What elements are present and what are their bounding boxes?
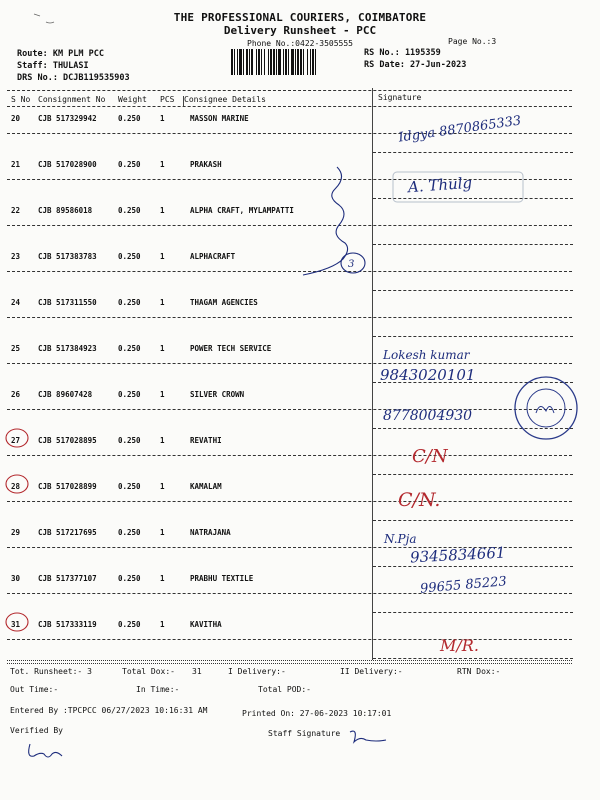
row-weight: 0.250 bbox=[118, 114, 141, 123]
total-dox-value: 31 bbox=[192, 667, 202, 676]
handwritten-signature-21: A. Thulg bbox=[407, 173, 473, 197]
row-weight: 0.250 bbox=[118, 160, 141, 169]
row-consignment-no: CJB 517329942 bbox=[38, 114, 97, 123]
row-consignment-no: CJB 517377107 bbox=[38, 574, 97, 583]
staff: Staff: THULASI bbox=[17, 61, 89, 71]
col-pcs: PCS bbox=[160, 95, 175, 104]
row-weight: 0.250 bbox=[118, 344, 141, 353]
row-consignment-no: CJB 517028895 bbox=[38, 436, 97, 445]
row-pcs: 1 bbox=[160, 482, 165, 491]
handwritten-cn-28: C/N. bbox=[398, 489, 441, 511]
row-pcs: 1 bbox=[160, 206, 165, 215]
row-consignee: PRAKASH bbox=[190, 160, 222, 169]
row-weight: 0.250 bbox=[118, 390, 141, 399]
row-pcs: 1 bbox=[160, 344, 165, 353]
rtn-dox: RTN Dox:- bbox=[457, 667, 501, 676]
row-pcs: 1 bbox=[160, 436, 165, 445]
row-weight: 0.250 bbox=[118, 574, 141, 583]
row-sno: 30 bbox=[11, 574, 21, 583]
handwritten-signature-20: Idgya 8870865333 bbox=[397, 113, 523, 146]
rs-number: RS No.: 1195359 bbox=[364, 48, 441, 58]
row-sno: 28 bbox=[11, 482, 21, 491]
second-delivery: II Delivery:- bbox=[340, 667, 403, 676]
row-consignment-no: CJB 517217695 bbox=[38, 528, 97, 537]
drs-number: DRS No.: DCJB119535903 bbox=[17, 73, 130, 83]
row-weight: 0.250 bbox=[118, 436, 141, 445]
company-title: THE PROFESSIONAL COURIERS, COIMBATORE bbox=[173, 11, 427, 24]
document-subtitle: Delivery Runsheet - PCC bbox=[223, 24, 377, 37]
row-consignment-no: CJB 517028900 bbox=[38, 160, 97, 169]
col-sno: S No bbox=[11, 95, 31, 104]
total-pod: Total POD:- bbox=[258, 685, 311, 694]
out-time: Out Time:- bbox=[10, 685, 59, 694]
row-consignment-no: CJB 517383783 bbox=[38, 252, 97, 261]
handwritten-mr-31: M/R. bbox=[440, 636, 479, 655]
col-consignee: Consignee Details bbox=[184, 95, 266, 104]
handwritten-phone-25: 9843020101 bbox=[380, 366, 476, 384]
row-consignee: ALPHACRAFT bbox=[190, 252, 236, 261]
row-pcs: 1 bbox=[160, 528, 165, 537]
entered-by: Entered By :TPCPCC 06/27/2023 10:16:31 AM bbox=[10, 706, 208, 715]
row-consignee: ALPHA CRAFT, MYLAMPATTI bbox=[190, 206, 294, 215]
row-weight: 0.250 bbox=[118, 620, 141, 629]
row-weight: 0.250 bbox=[118, 528, 141, 537]
printed-on: Printed On: 27-06-2023 10:17:01 bbox=[242, 709, 392, 718]
total-dox-label: Total Dox:- bbox=[122, 667, 175, 676]
row-sno: 21 bbox=[11, 160, 21, 169]
row-sno: 26 bbox=[11, 390, 21, 399]
total-runsheet: Tot. Runsheet:- 3 bbox=[10, 667, 92, 676]
row-pcs: 1 bbox=[160, 114, 165, 123]
row-consignee: SILVER CROWN bbox=[190, 390, 245, 399]
row-sno: 23 bbox=[11, 252, 21, 261]
phone-number: Phone No.:0422-3505555 bbox=[247, 39, 353, 48]
in-time: In Time:- bbox=[136, 685, 180, 694]
row-consignee: NATRAJANA bbox=[190, 528, 231, 537]
row-consignment-no: CJB 89586018 bbox=[38, 206, 93, 215]
handwritten-name-25: Lokesh kumar bbox=[383, 348, 470, 362]
row-sno: 31 bbox=[11, 620, 21, 629]
row-weight: 0.250 bbox=[118, 252, 141, 261]
row-consignee: MASSON MARINE bbox=[190, 114, 249, 123]
row-consignment-no: CJB 89607428 bbox=[38, 390, 93, 399]
row-weight: 0.250 bbox=[118, 482, 141, 491]
row-weight: 0.250 bbox=[118, 206, 141, 215]
row-pcs: 1 bbox=[160, 574, 165, 583]
row-consignee: PRABHU TEXTILE bbox=[190, 574, 254, 583]
row-consignment-no: CJB 517384923 bbox=[38, 344, 97, 353]
first-delivery: I Delivery:- bbox=[228, 667, 286, 676]
rs-date: RS Date: 27-Jun-2023 bbox=[364, 60, 467, 70]
row-sno: 29 bbox=[11, 528, 21, 537]
row-consignee: KAVITHA bbox=[190, 620, 222, 629]
row-sno: 27 bbox=[11, 436, 21, 445]
handwritten-name-29: N.Pja bbox=[384, 532, 417, 546]
staff-signature-label: Staff Signature bbox=[268, 729, 341, 738]
row-sno: 22 bbox=[11, 206, 21, 215]
row-consignment-no: CJB 517311550 bbox=[38, 298, 97, 307]
verified-by: Verified By bbox=[10, 726, 63, 735]
row-consignee: REVATHI bbox=[190, 436, 222, 445]
row-pcs: 1 bbox=[160, 298, 165, 307]
row-sno: 24 bbox=[11, 298, 21, 307]
col-signature: Signature bbox=[378, 93, 422, 102]
row-sno: 20 bbox=[11, 114, 21, 123]
row-pcs: 1 bbox=[160, 620, 165, 629]
row-pcs: 1 bbox=[160, 390, 165, 399]
row-pcs: 1 bbox=[160, 252, 165, 261]
route: Route: KM PLM PCC bbox=[17, 49, 104, 59]
row-consignment-no: CJB 517333119 bbox=[38, 620, 97, 629]
col-consignment: Consignment No bbox=[38, 95, 106, 104]
row-consignee: THAGAM AGENCIES bbox=[190, 298, 258, 307]
row-pcs: 1 bbox=[160, 160, 165, 169]
row-weight: 0.250 bbox=[118, 298, 141, 307]
handwritten-phone-30: 99655 85223 bbox=[419, 574, 508, 597]
handwritten-phone-26: 8778004930 bbox=[383, 408, 473, 424]
handwritten-phone-29: 9345834661 bbox=[409, 543, 506, 567]
row-sno: 25 bbox=[11, 344, 21, 353]
page-number: Page No.:3 bbox=[448, 37, 497, 46]
row-consignment-no: CJB 517028899 bbox=[38, 482, 97, 491]
row-consignee: POWER TECH SERVICE bbox=[190, 344, 272, 353]
svg-text:3: 3 bbox=[348, 259, 355, 270]
handwritten-cn-27: C/N bbox=[412, 446, 448, 467]
row-consignee: KAMALAM bbox=[190, 482, 222, 491]
col-weight: Weight bbox=[118, 95, 147, 104]
